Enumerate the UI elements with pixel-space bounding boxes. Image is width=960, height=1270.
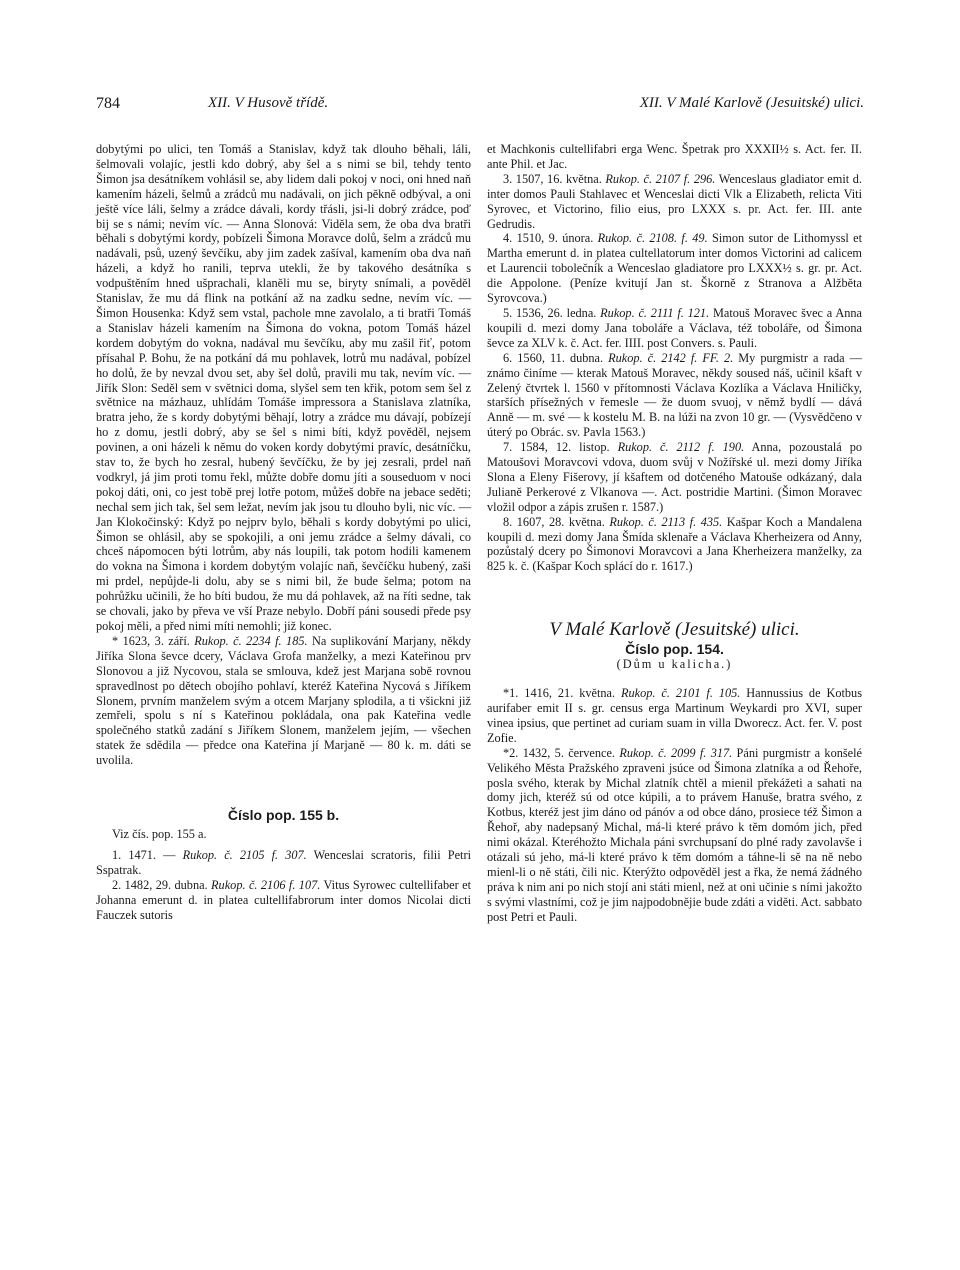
page-number: 784 [96,95,120,112]
entry-intro: 3. 1507, 16. května. [503,171,606,186]
entry-text: Simon sutor de Lithomyssl et Martha emerunt d. in platea cultellatorum inter domos Victorini ad calicem et Laurencii toboleční́k a Wenceslao gladiatore pro LXXX½ s. gr. pr. Act. die Appolone. (Peníze kvitují Jan st. Škorně z Stranova a Alžběta Syrovcova.) [487,231,863,306]
entry-intro: *1. 1416, 21. května. [503,686,621,701]
entry-text: Kašpar Koch a Mandalena koupili d. mezi domy Jana Šmída sklenaře a Václava Kherheizera od Anny, pozůstalý dcery po Šimonovi Moravcovi a Jana Kherheizera manželky, za 825 k. č. (Kašpar Koch splácí do r. 1617.) [487,514,862,574]
entry-5 [487,306,862,351]
entry-intro: 4. 1510, 9. února. [503,231,598,246]
entry-ref: Rukop. č. 2101 f. 105. [621,686,741,701]
entry-155b-1 [96,848,471,878]
entry-intro: 7. 1584, 12. listop. [503,440,618,455]
entry-ref: Rukop. č. 2112 f. 190. [617,440,745,455]
entry-ref: Rukop. č. 2113 f. 435. [609,514,723,529]
entry-intro: *2. 1432, 5. července. [503,745,620,760]
entry-text: Hannussius de Kotbus aurifaber emit II s. gr. census erga Martinum Weykardi pro XVI, super vinea ipsius, que pertinet ad curiam suam in villa Dworecz. Act. fer. V. post Zofie. [487,686,862,745]
block-155b-see: Viz čís. pop. 155 a. [112,826,207,841]
section-subtitle: (Dům u kalicha.) [616,657,733,672]
entry-7 [487,440,862,515]
block-155b-title: Číslo pop. 155 b. [227,807,340,824]
section-title: V Malé Karlově (Jesuitské) ulici. [549,619,800,641]
entry-intro: 6. 1560, 11. dubna. [503,350,609,365]
entry-ref: Rukop. č. 2099 f. 317. [619,745,733,760]
entry-text: Wenceslai scratoris, filii Petri Sspatrak. [96,847,471,877]
entry-ref: Rukop. č. 2111 f. 121. [600,305,710,320]
entry-text: Anna, pozoustalá po Matoušovi Moravcovi vdova, duom svůj v Nožířské ul. mezi domy Jiříka Slona a Eleny Fišerovy, jí kšaftem od dotčeného Matouše odkázaný, dala Julianě Perkerové z Vlkanova —. Act. postridie Martini. (Šimon Moravec vložil odpor a zápis zrušen r. 1587.) [487,440,863,514]
page-header [96,95,864,117]
running-title-right: XII. V Malé Karlově (Jesuitské) ulici. [639,95,864,111]
testimony-paragraph: dobytými po ulici, ten Tomáš a Stanislav, když tak dlouho běhali, láli, šelmovali volajíc, jestli kdo dobrý, aby šel a s nimi se bil, tehdy tento Šimon jsa desátníkem vohlásil se, aby lidem dali pokoj v noci, oni hned naň kamením házeli, šelmů a zrádců mu nadávali, on jich pěkně odbýval, a oni ještě více láli, šelmy a zrádce dávali, kordy třásli, jsi-li dobrý zrádce, poď bij se s námi; nevím víc. — Anna Slonová: Viděla sem, že oba dva bratři běhali s dobytými kordy, pobízeli Šimona Moravce dolů, šelm a zrádců mu nadávali, psů, uzený ševčíku, aby jim zadek zašíval, kamením oba dva naň házeli, a když ho ranili, teprva utekli, že by takového desátníka s vodpuštěním hned ušprachali, klaněli mu se, biryty snímali, a pověděl Stanislav, že mu dá flink na potkání až na zadku sedne, nevím víc. — Šimon Housenka: Když sem vstal, pachole mne zavolalo, a ti bratři Tomáš a Stanislav házeli kamením na Šimona do vokna, potom Tomáš házel kordem dobytým do vokna, nadával mu ševčíku, aby mu zašil řiť, potom přísahal P. Bohu, že na potkání dá mu pohlavek, lotrů mu nadával, pobízel ho dolů, že by nevzal dvou set, aby šel dolů, pravili mu tak, nevím víc. — Jiřík Slon: Seděl sem v světnici doma, slyšel sem ten křik, potom sem šel z světnice na mázhauz, uhlídám Tomáše impressora a Stanislava zlatníka, bratra jeho, že s kordy dobytými běhají, lotry a zrádce mu dávají, pobízejí ho z domu, jestli dobrý, aby se šel s nimi bíti, když pověděl, nejsem povinen, a oni házeli k němu do voken kordy dobytými pravíc, desátníčku, stav to, že bych ho zesral, hubený ševčíčku, že by jej zesrali, prdel naň vodkryl, já jim proti tomu řekl, můžte dobře domu jíti a souseduom v noci pokoj dáti, oni, co jest tobě prej lotře potom, můžeš dobře na jebace seděti; nechal sem jich tak, šel sem ležat, nevím jak jsou tu dlouho byli, nic víc. — Jan Klokočinský: Když po nejprv bylo, běhali s kordy dobytými po ulici, Šimon se ohlásil, aby se spokojili, a oni jemu zrádce a šelmy dávali, co chceš nápomocen býti lotrům, aby nás loupili, tak potom hodili kamenem do vokna na Šimona i kordem dobytým volajíc naň, ševčíčku hubený, zaši mi prdel, nepůjde-li dolu, aby se s nimi bil, že bude šelma; potom na pohrůžku učinili, že ho bíti budou, že mu dá pohlavek, až na říti sedne, tak se chovali, jako by převa ve vší Praze nebylo. Dobří páni sousedi přede psy pokoj měli, a před nimi míti nemohli; již konec. [96,142,471,633]
section-number: Číslo pop. 154. [625,641,724,658]
entry-155b-2 [96,878,471,923]
entry-ref: Rukop. č. 2107 f. 296. [605,171,716,186]
entry-ref: Rukop. č. 2105 f. 307. [182,847,307,862]
entry-ref: Rukop. č. 2106 f. 107. [211,877,321,892]
entry-text: Wenceslaus gladiator emit d. inter domos Pauli Stahlavec et Wenceslai dicti Vlk a Elizabeth, relicta Viti Syrovec, et Victorino, filio eius, pro LXXX s. pr. Act. fer. III. ante Gedrudis. [487,171,862,231]
continuation-paragraph: et Machkonis cultellifabri erga Wenc. Špetrak pro XXXII½ s. Act. fer. II. ante Phil. et Jac. [487,142,862,171]
entry-intro: 8. 1607, 28. května. [503,514,610,529]
entry-intro: 1. 1471. — [112,847,183,862]
running-title-left: XII. V Husově třídě. [208,95,329,111]
entry-ref: Rukop. č. 2108. f. 49. [597,231,708,246]
entry-text: Vitus Syrowec cultellifaber et Johanna emerunt d. in platea cultellifabrorum inter domos Nicolai dicti Fauczek sutoris [96,877,471,922]
entry-intro: * 1623, 3. září. [112,633,195,648]
entry-text: Páni purgmistr a konšelé Velikého Města Pražského zpraveni jsúce od Šimona zlatníka a od Řehoře, posla svého, kterak by Michal zlatník chtěl a mienil překážeti a sahati na domy jich, kteréž sú od otce kúpili, a to právem Hanuše, bratra svého, z Kotbus, kteréž jest jim dáno od pánóv a od obce dáno, prosiece též Šimon a Řehoř, aby nadepsaný Michal, má-li které právo k těm domóm jich, před nimi okázal. Kteréhožto Michala páni svrchupsaní do plné rady zavolavše i otázali sú jeho, má-li které právo k těm domóm a táhne-li sě na ně nebo mienl-li o ně státi, čili nic. Kterýžto odpověděl jest a řka, že nemá žádného práva k nim ani po nich stojí ani státi mienl, než at oni učinie s ními jakožto s svými vlastními, což je jim najpodobnějie bude zdáti a viděti. Act. sabbato post Petri et Pauli. [487,745,862,924]
entry-8 [487,515,862,575]
entry-ref: Rukop. č. 2142 f. FF. 2. [608,350,734,365]
entry-text: Na suplikování Marjany, někdy Jiříka Slona ševce dcery, Václava Grofa manželky, a mezi Kateřinou prv Slonovou a již Nycovou, stala se smlouva, kdež jest Marjana sobě rovnou spravedlnost po dětech obojího pohlaví, kteréž Kateřina Nycová s Jiříkem Slonem, prvním manželem svým a otcem Marjany splodila, a ti všickni již zemřeli, spolu s ní s Kateřinou pokládala, ona pak Kateřina vedle společného statků zadání s Jiříkem Slonem, manželem jejím, — všechen statek že sdědila — předce ona Kateřina jí Marjaně — 80 k. m. dáti se uvolila. [96,633,471,768]
right-column [487,142,862,925]
entry-1623 [96,634,471,768]
entry-intro: 2. 1482, 29. dubna. [112,877,212,892]
entry-154-2 [487,746,862,925]
entry-text: Matouš Moravec švec a Anna koupili d. mezi domy Jana toboláře a Václava, též toboláře, od Šimona ševce za XLV k. č. Act. fer. IIII. post Convers. s. Pauli. [487,305,862,350]
entry-6 [487,351,862,440]
entry-154-1 [487,686,862,746]
entry-3 [487,172,862,232]
entry-text: My purgmistr a rada — známo činíme — kterak Matouš Moravec, někdy soused náš, učinil kšaft v Zelený čtvrtek l. 1560 v přítomnosti Václava Kozlíka a Václava Hniličky, starších přísežných v řemesle — že duom svuoj, v němž bydlí — dává Anně — m. své — k kostelu M. B. na lúži na zvon 10 gr. — (Vysvědčeno v úterý po Obrác. sv. Pavla 1563.) [487,350,862,440]
entry-ref: Rukop. č. 2234 f. 185. [194,633,308,648]
left-column [96,142,471,922]
entry-intro: 5. 1536, 26. ledna. [503,305,601,320]
entry-4 [487,231,862,306]
